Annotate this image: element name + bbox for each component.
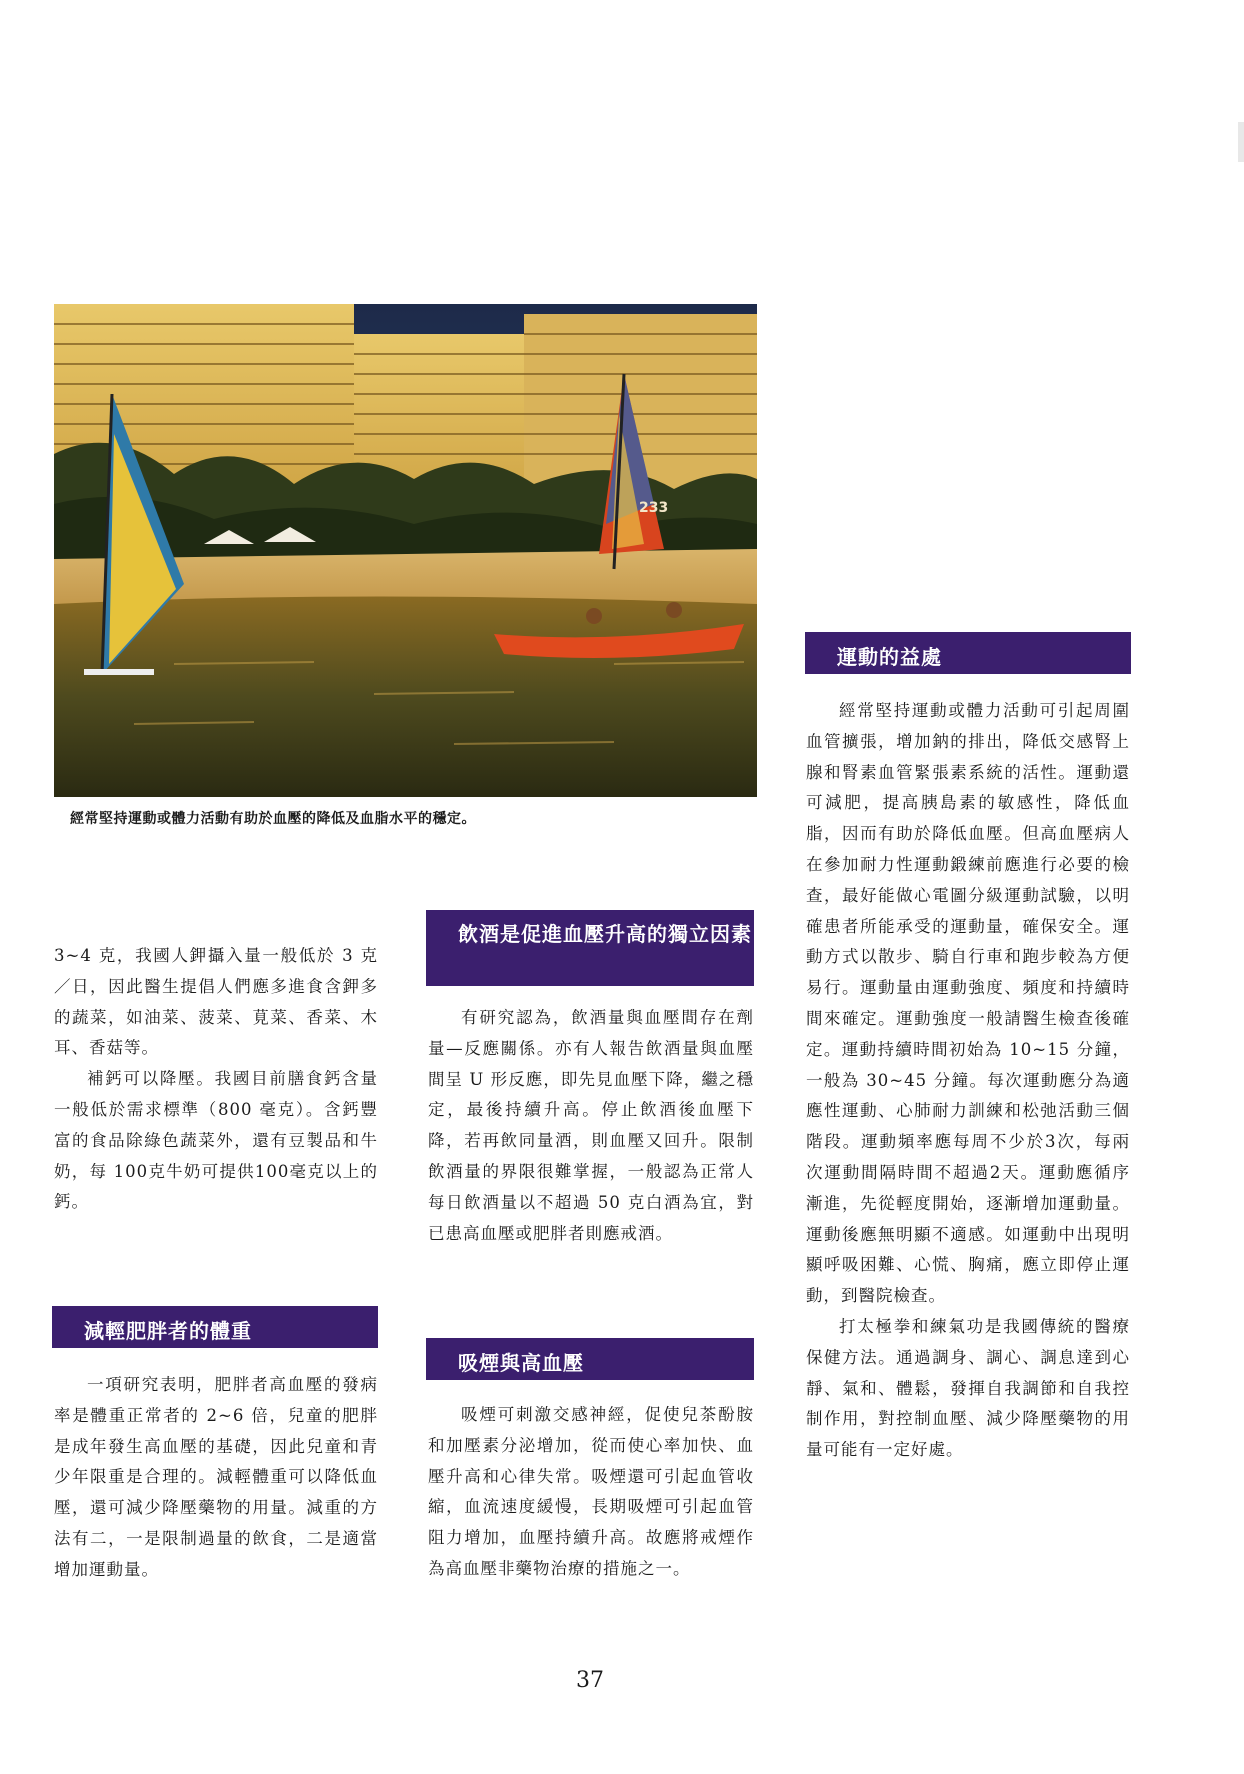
column-1-bottom — [54, 1370, 378, 1586]
column-1-top — [54, 941, 378, 1218]
sail-number: 233 — [639, 500, 669, 516]
page-number: 37 — [576, 1668, 604, 1693]
paragraph-alcohol: 有研究認為，飲酒量與血壓間存在劑量—反應關係。亦有人報告飲酒量與血壓間呈 U 形反應，即先見血壓下降，繼之穩定，最後持續升高。停止飲酒後血壓下降，若再飲同量酒，則血壓又回升。限制飲酒量的界限很難掌握，一般認為正常人每日飲酒量以不超過 50 克白酒為宜，對已患高血壓或肥胖者則應戒酒。 — [428, 1008, 754, 1243]
paragraph-potassium: 3~4 克，我國人鉀攝入量一般低於 3 克／日，因此醫生提倡人們應多進食含鉀多的蔬菜，如油菜、菠菜、莧菜、香菜、木耳、香菇等。 — [54, 946, 378, 1058]
resort-beach-photo — [54, 304, 757, 797]
column-2-bottom — [428, 1400, 754, 1585]
resort-beach-illustration — [54, 304, 757, 797]
paragraph-weight-loss: 一項研究表明，肥胖者高血壓的發病率是體重正常者的 2~6 倍，兒童的肥胖是成年發生高血壓的基礎，因此兒童和青少年限重是合理的。減輕體重可以降低血壓，還可減少降壓藥物的用量。減重的方法有二，一是限制過量的飲食，二是適當增加運動量。 — [54, 1375, 378, 1579]
paragraph-taichi: 打太極拳和練氣功是我國傳統的醫療保健方法。通過調身、調心、調息達到心靜、氣和、體鬆，發揮自我調節和自我控制作用，對控制血壓、減少降壓藥物的用量可能有一定好處。 — [806, 1316, 1130, 1460]
paragraph-calcium: 補鈣可以降壓。我國目前膳食鈣含量一般低於需求標準（800 毫克）。含鈣豐富的食品除綠色蔬菜外，還有豆製品和牛奶，每 100克牛奶可提供100毫克以上的鈣。 — [54, 1069, 378, 1212]
heading-smoking: 吸煙與高血壓 — [426, 1338, 754, 1380]
page-edge-mark — [1238, 122, 1244, 162]
heading-weight-loss: 減輕肥胖者的體重 — [52, 1306, 378, 1348]
photo-caption: 經常堅持運動或體力活動有助於血壓的降低及血脂水平的穩定。 — [70, 811, 476, 827]
column-3 — [806, 696, 1130, 1466]
heading-alcohol: 飲酒是促進血壓升高的獨立因素 — [426, 910, 754, 986]
heading-exercise: 運動的益處 — [805, 632, 1131, 674]
paragraph-exercise: 經常堅持運動或體力活動可引起周圍血管擴張，增加鈉的排出，降低交感腎上腺和腎素血管緊張素系統的活性。運動還可減肥，提高胰島素的敏感性，降低血脂，因而有助於降低血壓。但高血壓病人在參加耐力性運動鍛練前應進行必要的檢查，最好能做心電圖分級運動試驗，以明確患者所能承受的運動量，確保安全。運動方式以散步、騎自行車和跑步較為方便易行。運動量由運動強度、頻度和持續時間來確定。運動強度一般請醫生檢查後確定。運動持續時間初始為 10~15 分鐘，一般為 30~45 分鐘。每次運動應分為適應性運動、心肺耐力訓練和松弛活動三個階段。運動頻率應每周不少於3次，每兩次運動間隔時間不超過2天。運動應循序漸進，先從輕度開始，逐漸增加運動量。運動後應無明顯不適感。如運動中出現明顯呼吸困難、心慌、胸痛，應立即停止運動，到醫院檢查。 — [806, 701, 1130, 1306]
paragraph-smoking: 吸煙可刺激交感神經，促使兒茶酚胺和加壓素分泌增加，從而使心率加快、血壓升高和心律失常。吸煙還可引起血管收縮，血流速度緩慢，長期吸煙可引起血管阻力增加，血壓持續升高。故應將戒煙作為高血壓非藥物治療的措施之一。 — [428, 1405, 754, 1578]
column-2-top — [428, 1003, 754, 1249]
